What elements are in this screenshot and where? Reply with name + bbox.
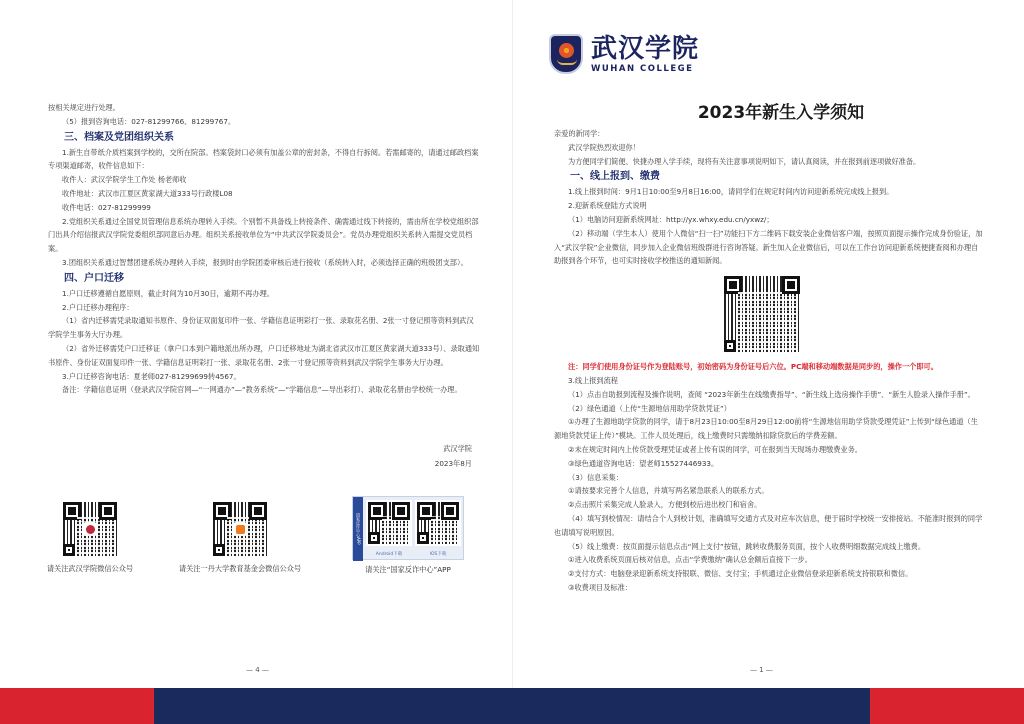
yidan-foundation-logo-icon [233,522,247,536]
qr-caption: 请关注武汉学院微信公众号 [46,564,134,573]
text-line: （5）报到咨询电话：027-81299766、81299767。 [62,116,236,126]
welcome-line: 武汉学院热烈欢迎你！ [568,142,640,152]
ios-qr-code-icon [415,500,461,546]
right-page-content [554,127,984,595]
page-number: — 4 — [246,666,269,674]
phone-line: 收件电话：027-81299999 [62,202,151,212]
qr-caption: 请关注“国家反诈中心”APP [365,565,451,574]
qr-anti-fraud-app [338,496,478,575]
signature-org: 武汉学院 [443,444,472,453]
paragraph: （1）点击自助报到流程及操作说明，查阅 “2023年新生在线缴费指导”、“新生线上选房操作手册”、“新生人脸录入操作手册”。 [568,389,975,399]
section-heading-hukou: 四、户口迁移 [64,272,124,284]
document-title: 2023年新生入学须知 [697,103,865,123]
recipient-line: 收件人：武汉学院学生工作处 杨老师收 [62,175,187,185]
qr-caption: 请关注一丹大学教育基金会微信公众号 [178,564,302,573]
paragraph: （3）信息采集： [568,472,623,482]
qr-code-icon [61,500,119,558]
footer-band-red-left [0,688,154,724]
paragraph: ③收费项目及标准： [568,582,632,592]
paragraph: （2）绿色通道（上传“生源地信用助学贷款凭证”） [568,403,731,413]
address-line: 收件地址：武汉市江夏区黄家湖大道333号行政楼L08 [62,188,233,198]
qr-code-icon [211,500,269,558]
text-line: 按相关规定进行处理。 [48,103,120,112]
paragraph: ②点击照片采集完成人脸录入，方便到校后进出校门和宿舍。 [568,500,762,510]
left-page-content [48,101,480,397]
signature-block [435,441,472,471]
paragraph: 3.线上报到流程 [568,375,618,385]
paragraph: ①请按要求完善个人信息，并填写两名紧急联系人的联系方式。 [568,486,769,496]
greeting: 亲爱的新同学： [554,129,605,138]
ios-download-label: IOS下载 [429,552,447,557]
page-divider [512,0,513,724]
section-heading-archives: 三、档案及党团组织关系 [64,131,174,143]
paragraph: 1.户口迁移遵循自愿原则，截止时间为10月30日，逾期不再办理。 [62,288,275,298]
login-note: 注：同学们使用身份证号作为登陆账号，初始密码为身份证号后六位。PC端和移动端数据是同步的，操作一个即可。 [568,362,938,372]
logo-chinese-name: 武汉学院 [591,33,700,64]
paragraph: 2.党组织关系通过全国党员管理信息系统办理转入手续。个别暂不具备线上转接条件、确需通过线下转接的，需由所在学校党组织部门出具介绍信报武汉学院党委组织部同意后办理。组织关系接收单位为“中共武汉学院委员会”。党员办理党组织关系转入需提交党员档案。 [48,216,479,254]
paragraph: 3.团组织关系通过智慧团建系统办理转入手续，报到时由学院团委审核后进行接收（系统转入时，必须选择正确的班级团支部）。 [62,257,468,267]
logo-english-name: WUHAN COLLEGE [591,63,694,74]
qr-block [554,268,984,360]
signature-date: 2023年8月 [434,459,472,468]
app-side-label: 国家反诈中心APP [353,497,363,561]
paragraph: ②未在规定时间内上传贷款受理凭证或者上传有误的同学，可在报到当天现场办理缴费业务。 [568,444,862,454]
anti-fraud-app-panel [352,496,464,560]
intro-line: 为方便同学们简便、快捷办理入学手续，现将有关注意事项说明如下，请认真阅读，并在报到前逐项做好准备。 [568,156,921,166]
paragraph: ②支付方式：电脑登录迎新系统支持银联、微信、支付宝；手机通过企业微信登录迎新系统支持银联和微信。 [568,569,913,579]
page-number: — 1 — [750,666,773,674]
wuhan-college-logo-icon [83,522,97,536]
android-download-label: Android下载 [375,552,403,557]
wuhan-college-logo [549,34,699,74]
footer-band-navy [154,688,870,724]
paragraph: ①进入收费系统页面后核对信息，点击“学费缴纳”确认总金额后直接下一步。 [568,555,812,565]
qr-wechat-yidan-foundation [165,500,315,574]
paragraph: 2.户口迁移办理程序： [62,302,134,312]
registration-url-line: （1）电脑访问迎新系统网址：http://yx.whxy.edu.cn/yxwz/； [568,214,774,224]
paragraph: （2）省外迁移需凭户口迁移证（拿户口本到户籍地派出所办理，户口迁移地址为湖北省武汉市江夏区黄家湖大道333号）、录取通知书原件、身份证双面复印件一张、学籍信息证明彩打一张、录取花名册、2张一寸登记照等资料到武汉学院学生事务大厅办理。 [48,343,480,367]
paragraph: 2.迎新系统登陆方式说明 [568,201,647,211]
paragraph: （4）填写到校情况：请结合个人到校计划，准确填写交通方式及对应车次信息，便于届时学校统一安排接站。不能准时报到的同学也请填写说明原因。 [554,513,983,537]
paragraph: （5）线上缴费：按页面提示信息点击“网上支付”按钮，跳转收费服务页面，按个人收费明细数据完成线上缴费。 [568,541,926,551]
paragraph-note: 备注：学籍信息证明（登录武汉学院官网—“一网通办”—“教务系统”—“学籍信息”—导出彩打）、录取花名册由学校统一办理。 [62,385,462,395]
paragraph: （2）移动端（学生本人）使用个人微信“扫一扫”功能扫下方二维码下载安装企业微信客户端，按照页面提示操作完成身份验证，加入“武汉学院”企业微信，同步加入企业微信班级群进行咨询答疑。新生加入企业微信后，可以在工作台访问迎新系统便捷查阅和办理自助报到各个环节，也可实时接收学校推送的通知新闻。 [554,228,983,266]
college-shield-icon [549,34,583,74]
android-qr-code-icon [366,500,412,546]
paragraph: ①办理了生源地助学贷款的同学，请于8月23日10:00至8月29日12:00前将“生源地信用助学贷款受理凭证”上传到“绿色通道（生源地贷款凭证上传）”模块。工作人员处理后，线上缴费时只需缴纳扣除贷款后的学费差额。 [554,417,978,441]
paragraph: 1.新生自带纸介质档案到学校的，交所在院部。档案袋封口必须有加盖公章的密封条，不得自行拆阅。若需邮寄的，请通过邮政档案专项渠道邮寄，收件信息如下： [48,147,479,171]
qr-code-row [40,500,490,590]
footer-band-red-right [870,688,1024,724]
enterprise-wechat-qr-code-icon [722,274,802,354]
paragraph: 3.户口迁移咨询电话：夏老师027-81299699转4567。 [62,371,241,381]
qr-wechat-wuhan-college [40,500,140,574]
paragraph: （1）省内迁移需凭录取通知书原件、身份证双面复印件一张、学籍信息证明彩打一张、录取花名册、2张一寸登记照等资料到武汉学院学生事务大厅办理。 [48,316,474,340]
section-heading-online-registration: 一、线上报到、缴费 [570,171,660,183]
paragraph: ③绿色通道咨询电话：望老师15527446933。 [568,458,719,468]
paragraph: 1.线上报到时间：9月1日10:00至9月8日16:00，请同学们在规定时间内访问迎新系统完成线上报到。 [568,187,894,197]
left-page [0,0,512,688]
